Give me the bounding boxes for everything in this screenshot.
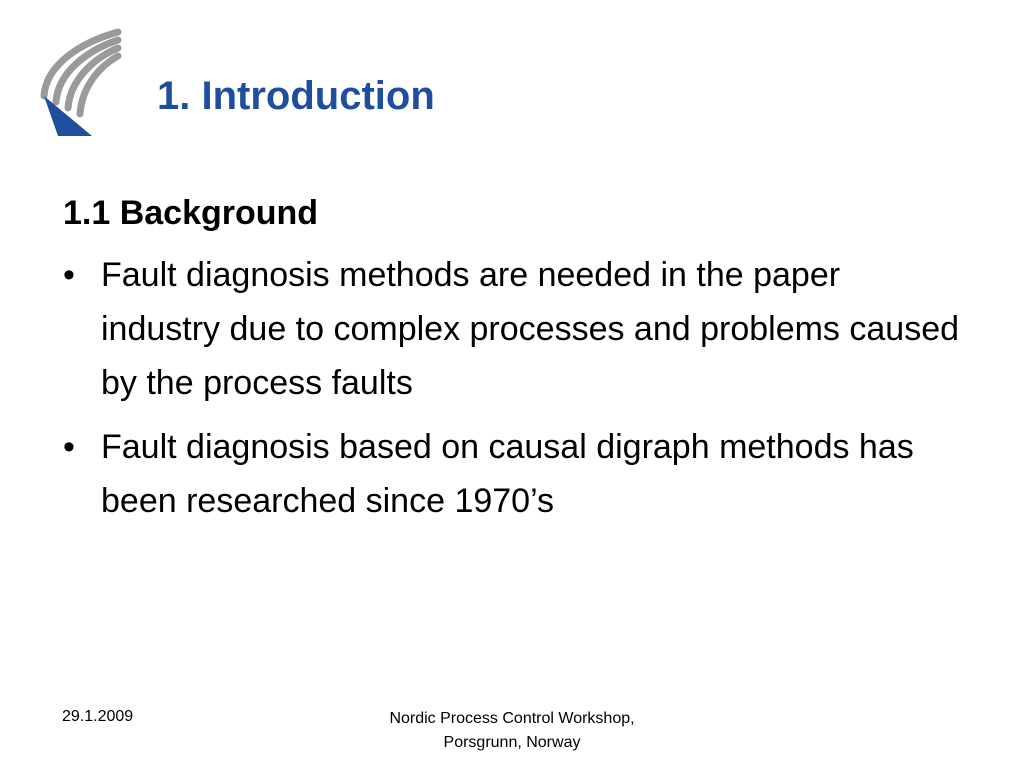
bullet-text: Fault diagnosis based on causal digraph methods has been researched since 1970’s [101, 428, 914, 520]
bullet-dot: • [63, 428, 75, 466]
logo-arcs [44, 32, 118, 114]
footer-event-line2: Porsgrunn, Norway [443, 734, 581, 751]
slide-content [63, 188, 963, 538]
bullet-item [63, 420, 963, 528]
bullet-text: Fault diagnosis methods are needed in the paper industry due to complex processes and problems caused by the process faults [101, 256, 960, 402]
section-heading: 1.1 Background [63, 194, 319, 232]
bullet-item [63, 248, 963, 410]
slide-title: 1. Introduction [157, 74, 435, 118]
university-logo [38, 26, 124, 138]
footer-date: 29.1.2009 [62, 708, 134, 725]
footer-event [300, 707, 724, 755]
bullet-list [63, 248, 963, 528]
footer-event-line1: Nordic Process Control Workshop, [389, 710, 635, 727]
bullet-dot: • [63, 256, 75, 294]
